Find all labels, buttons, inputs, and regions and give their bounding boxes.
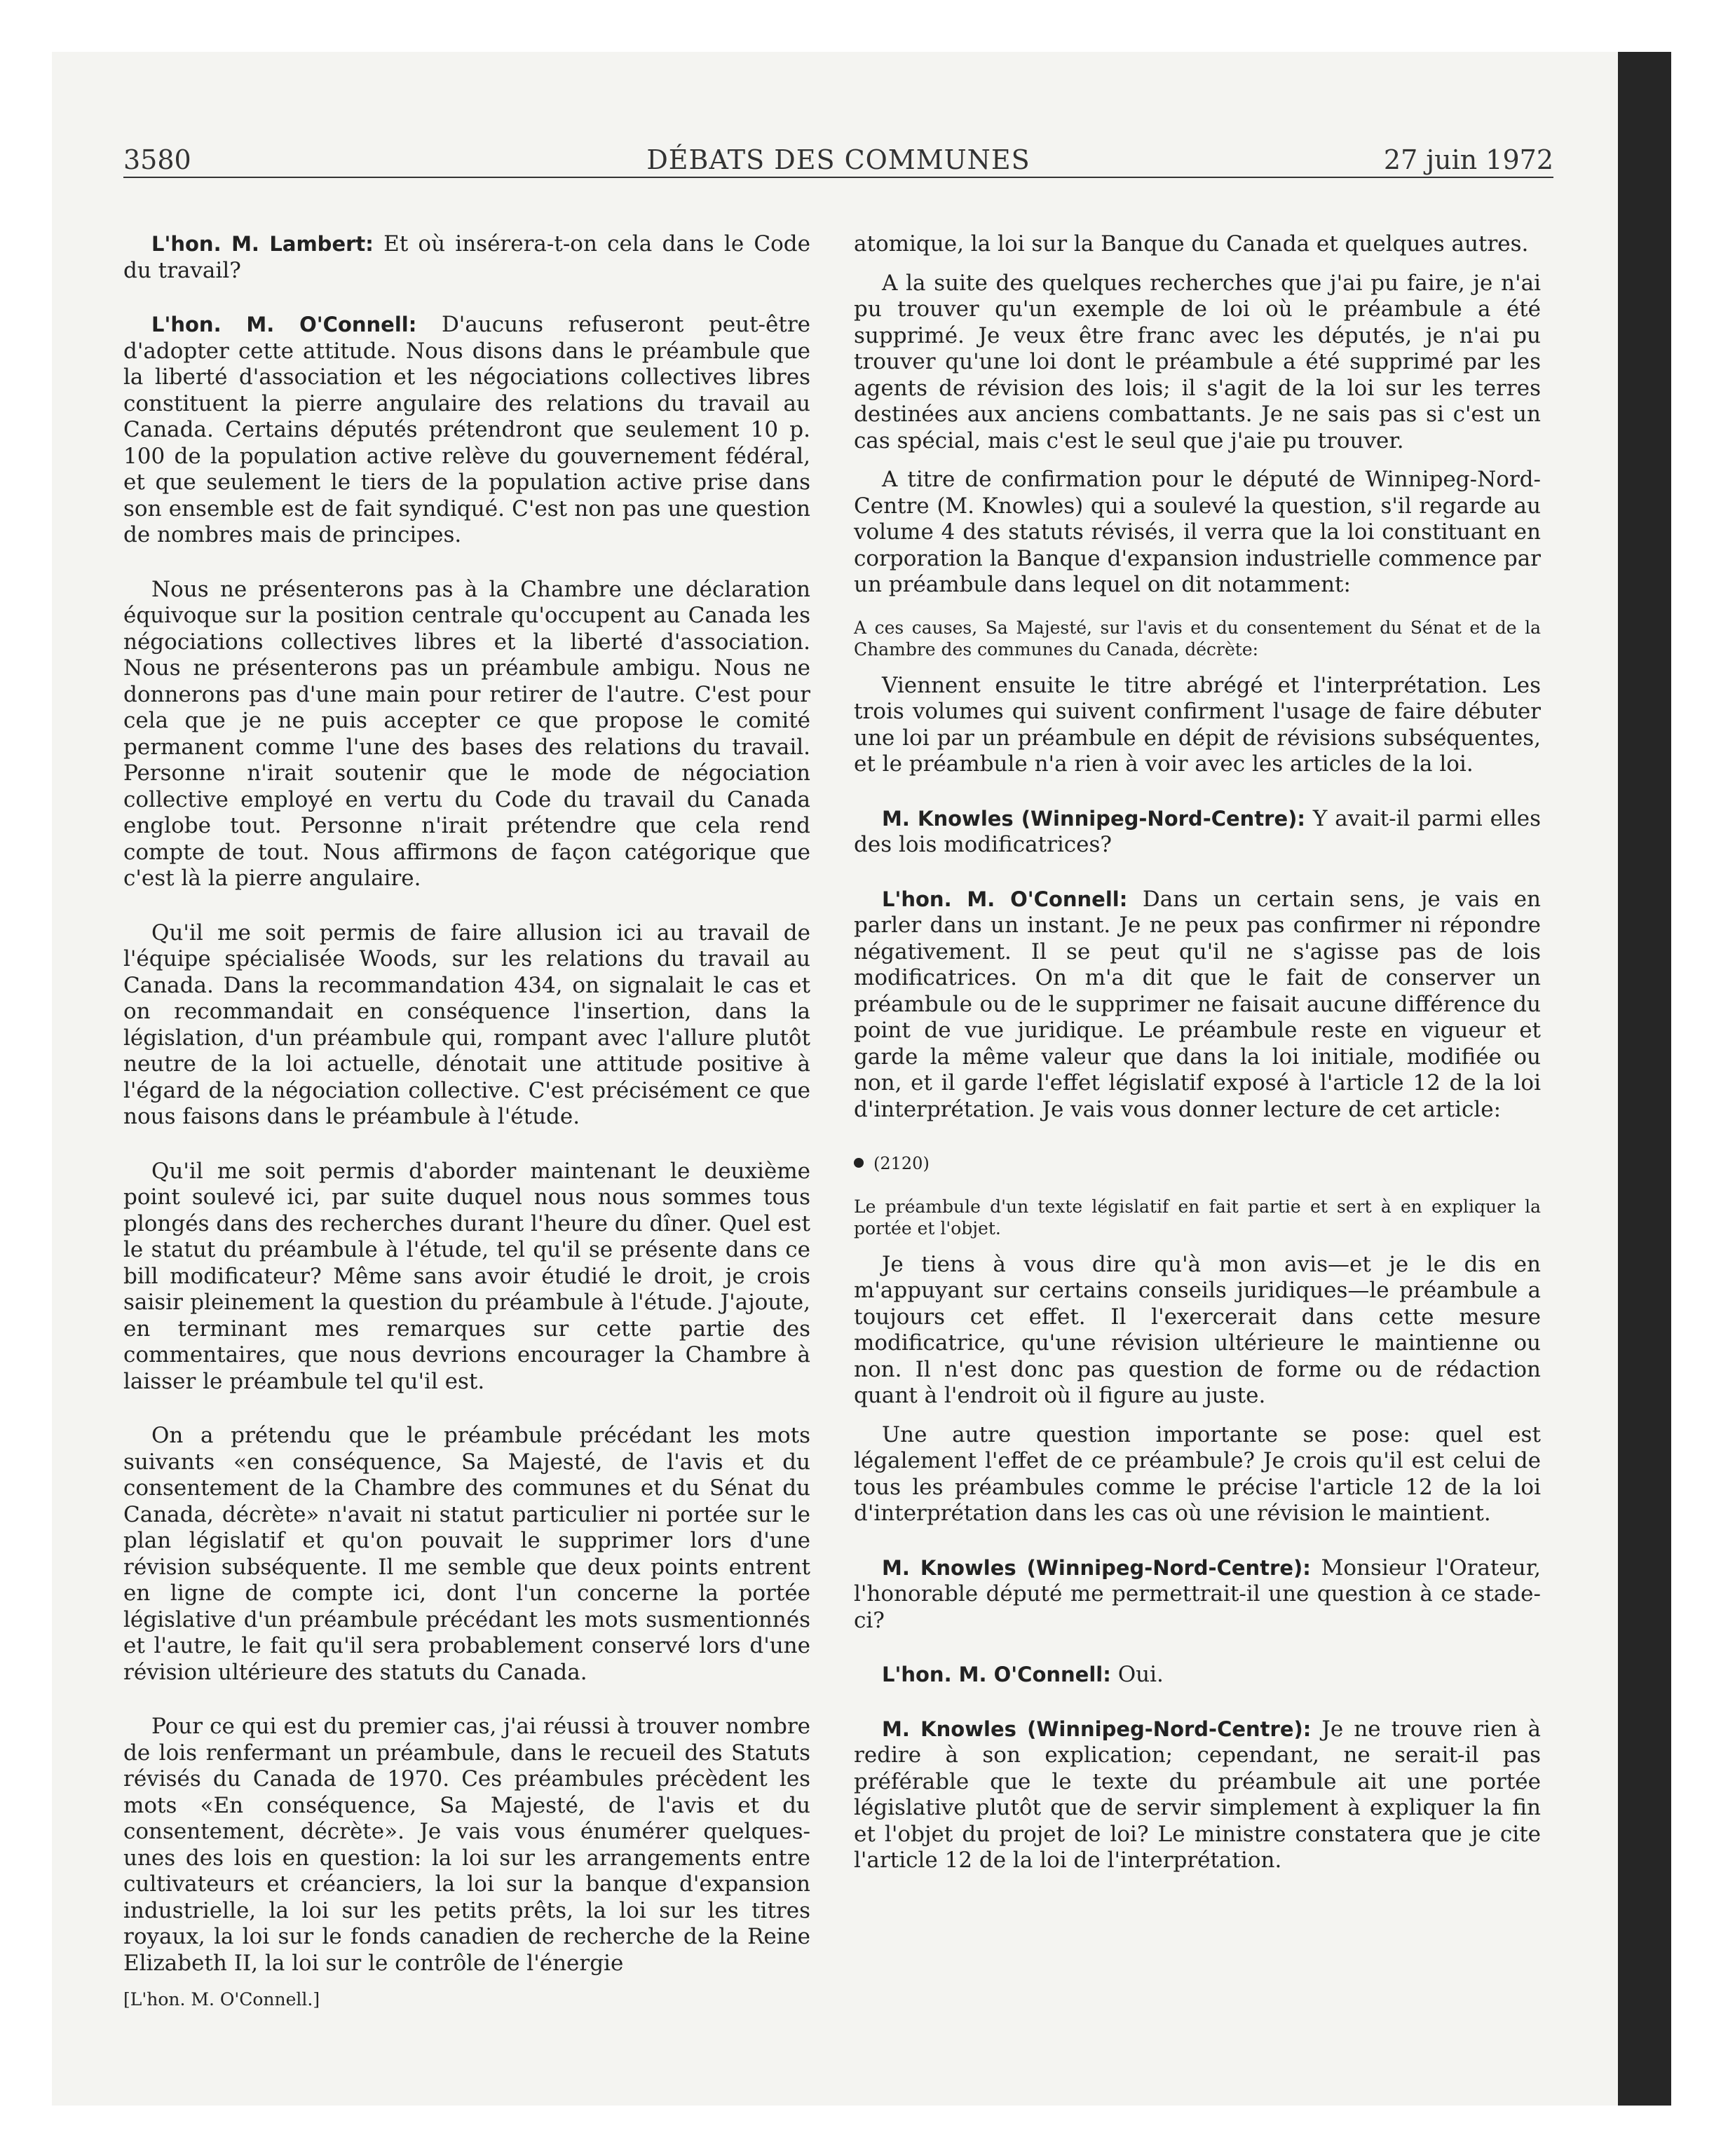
header-rule <box>123 177 1553 178</box>
paragraph <box>854 1717 1541 1874</box>
paragraph: A la suite des quelques recherches que j'ai pu faire, je n'ai pu trouver qu'un exemple de loi où le préambule a été supprimé. Je veux être franc avec les députés, je n'ai pu trouver qu'une loi dont le préambule a été supprimé par les agents de révision des lois; il s'agit de la loi sur les terres destinées aux anciens combattants. Je ne sais pas si c'est un cas spécial, mais c'est le seul que j'aie pu trouver. <box>854 270 1541 453</box>
scan-spine-edge <box>1618 52 1671 2106</box>
speech-text: Y avait-il parmi elles des lois modificatrices? <box>854 805 1541 857</box>
paragraph: atomique, la loi sur la Banque du Canada et quelques autres. <box>854 231 1529 257</box>
paragraph: Qu'il me soit permis d'aborder maintenant le deuxième point soulevé ici, par suite duquel nous nous sommes tous plongés dans des recherches durant l'heure du dîner. Quel est le statut du préambule à l'étude, tel qu'il se présente dans ce bill modificateur? Même sans avoir étudié le droit, je crois saisir pleinement la question du préambule à l'étude. J'ajoute, en terminant mes remarques sur cette partie des commentaires, que nous devrions encourager la Chambre à laisser le préambule tel qu'il est. <box>123 1158 810 1394</box>
speaker-name: L'hon. M. Lambert: <box>151 232 374 256</box>
paragraph <box>854 887 1541 1124</box>
speaker-name: L'hon. M. O'Connell: <box>882 887 1128 911</box>
block-quote: Le préambule d'un texte législatif en fait partie et sert à en expliquer la portée et l'objet. <box>854 1196 1541 1239</box>
speaker-name: M. Knowles (Winnipeg-Nord-Centre): <box>882 1555 1311 1580</box>
page-number: 3580 <box>123 144 191 175</box>
paragraph: On a prétendu que le préambule précédant les mots suivants «en conséquence, Sa Majesté, de l'avis et du consentement de la Chambre des communes et du Sénat du Canada, décrète» n'avait ni statut particulier ni portée sur le plan législatif et qu'on pouvait le supprimer lors d'une révision subséquente. Il me semble que deux points entrent en ligne de compte ici, dont l'un concerne la portée législative d'un préambule précédant les mots susmentionnés et l'autre, le fait qu'il sera probablement conservé lors d'une révision ultérieure des statuts du Canada. <box>123 1423 810 1685</box>
page-date: 27 juin 1972 <box>1383 144 1553 175</box>
bullet-icon <box>854 1158 864 1168</box>
speaker-name: L'hon. M. O'Connell: <box>882 1663 1111 1686</box>
paragraph: Une autre question importante se pose: quel est légalement l'effet de ce préambule? Je crois qu'il est celui de tous les préambules comme le précise l'article 12 de la loi d'interprétation dans les cas où une révision le maintient. <box>854 1421 1541 1526</box>
speech-text: Et où insérera-t-on cela dans le Code du travail? <box>123 231 810 283</box>
paragraph: Pour ce qui est du premier cas, j'ai réussi à trouver nombre de lois renfermant un préambule, dans le recueil des Statuts révisés du Canada de 1970. Ces préambules précèdent les mots «En conséquence, Sa Majesté, de l'avis et du consentement, décrète». Je vais vous énumérer quelques-unes des lois en question: la loi sur les arrangements entre cultivateurs et créanciers, la loi sur la banque d'expansion industrielle, la loi sur les petits prêts, la loi sur les titres royaux, la loi sur le fonds canadien de recherche de la Reine Elizabeth II, la loi sur le contrôle de l'énergie <box>123 1714 810 1976</box>
speaker-name: M. Knowles (Winnipeg-Nord-Centre): <box>882 806 1306 831</box>
speaker-name: M. Knowles (Winnipeg-Nord-Centre): <box>882 1717 1312 1741</box>
block-quote: A ces causes, Sa Majesté, sur l'avis et du consentement du Sénat et de la Chambre des communes du Canada, décrète: <box>854 617 1541 660</box>
paragraph <box>854 1662 1541 1688</box>
paragraph <box>123 312 810 549</box>
time-marker: (2120) <box>854 1151 1541 1178</box>
paragraph: A titre de confirmation pour le député de Winnipeg-Nord-Centre (M. Knowles) qui a soulevé la question, s'il regarde au volume 4 des statuts révisés, il verra que la loi constituant en corporation la Banque d'expansion industrielle commence par un préambule dans lequel on dit notamment: <box>854 467 1541 597</box>
paragraph <box>123 231 810 284</box>
right-column <box>854 231 1541 1874</box>
paragraph: Qu'il me soit permis de faire allusion ici au travail de l'équipe spécialisée Woods, sur les relations du travail au Canada. Dans la recommandation 434, on signalait le cas et on recommandait en conséquence l'insertion, dans la législation, d'un préambule qui, rompant avec l'allure plutôt neutre de la loi actuelle, dénotait une attitude positive à l'égard de la négociation collective. C'est précisément ce que nous faisons dans le préambule à l'étude. <box>123 920 810 1129</box>
speech-text: Monsieur l'Orateur, l'honorable député me permettrait-il une question à ce stade-ci? <box>854 1555 1541 1633</box>
speaker-footer: [L'hon. M. O'Connell.] <box>123 1989 320 2010</box>
page-title: DÉBATS DES COMMUNES <box>646 144 1030 175</box>
paragraph: Je tiens à vous dire qu'à mon avis—et je le dis en m'appuyant sur certains conseils juridiques—le préambule a toujours cet effet. Il l'exercerait dans cette mesure modificatrice, qu'une révision ultérieure le maintienne ou non. Il n'est donc pas question de forme ou de rédaction quant à l'endroit où il figure au juste. <box>854 1251 1541 1408</box>
paragraph <box>854 1555 1541 1635</box>
speech-text: D'aucuns refuseront peut-être d'adopter cette attitude. Nous disons dans le préambule que la liberté d'association et les négociations collectives libres constituent la pierre angulaire des relations du travail au Canada. Certains députés prétendront que seulement 10 p. 100 de la population active relève du gouvernement fédéral, et que seulement le tiers de la population active prise dans son ensemble est de fait syndiqué. C'est non pas une question de nombres mais de principes. <box>123 312 810 547</box>
paragraph <box>854 806 1541 859</box>
left-column <box>123 231 810 2013</box>
speech-text: Oui. <box>1110 1662 1164 1687</box>
paragraph: Viennent ensuite le titre abrégé et l'interprétation. Les trois volumes qui suivent confirment l'usage de faire débuter une loi par un préambule en dépit de révisions subséquentes, et le préambule n'a rien à voir avec les articles de la loi. <box>854 672 1541 777</box>
speech-text: Dans un certain sens, je vais en parler dans un instant. Je ne peux pas confirmer ni répondre négativement. Il se peut qu'il ne s'agisse pas de lois modificatrices. On m'a dit que le fait de conserver un préambule ou de le supprimer ne faisait aucune différence du point de vue juridique. Le préambule reste en vigueur et garde la même valeur que dans la loi initiale, modifiée ou non, et il garde l'effet législatif exposé à l'article 12 de la loi d'interprétation. Je vais vous donner lecture de cet article: <box>854 886 1541 1122</box>
paragraph: Nous ne présenterons pas à la Chambre une déclaration équivoque sur la position centrale qu'occupent au Canada les négociations collectives libres et la liberté d'association. Nous ne présenterons pas un préambule ambigu. Nous ne donnerons pas d'une main pour retirer de l'autre. C'est pour cela que je ne puis accepter ce que propose le comité permanent comme l'une des bases des relations du travail. Personne n'irait soutenir que le mode de négociation collective employé en vertu du Code du travail du Canada englobe tout. Personne n'irait prétendre que cela rend compte de tout. Nous affirmons de façon catégorique que c'est là la pierre angulaire. <box>123 576 810 891</box>
speech-text: Je ne trouve rien à redire à son explication; cependant, ne serait-il pas préférable que le texte du préambule ait une portée législative plutôt que de servir simplement à expliquer la fin et l'objet du projet de loi? Le ministre constatera que je cite l'article 12 de la loi de l'interprétation. <box>854 1716 1541 1873</box>
speaker-name: L'hon. M. O'Connell: <box>151 313 417 336</box>
